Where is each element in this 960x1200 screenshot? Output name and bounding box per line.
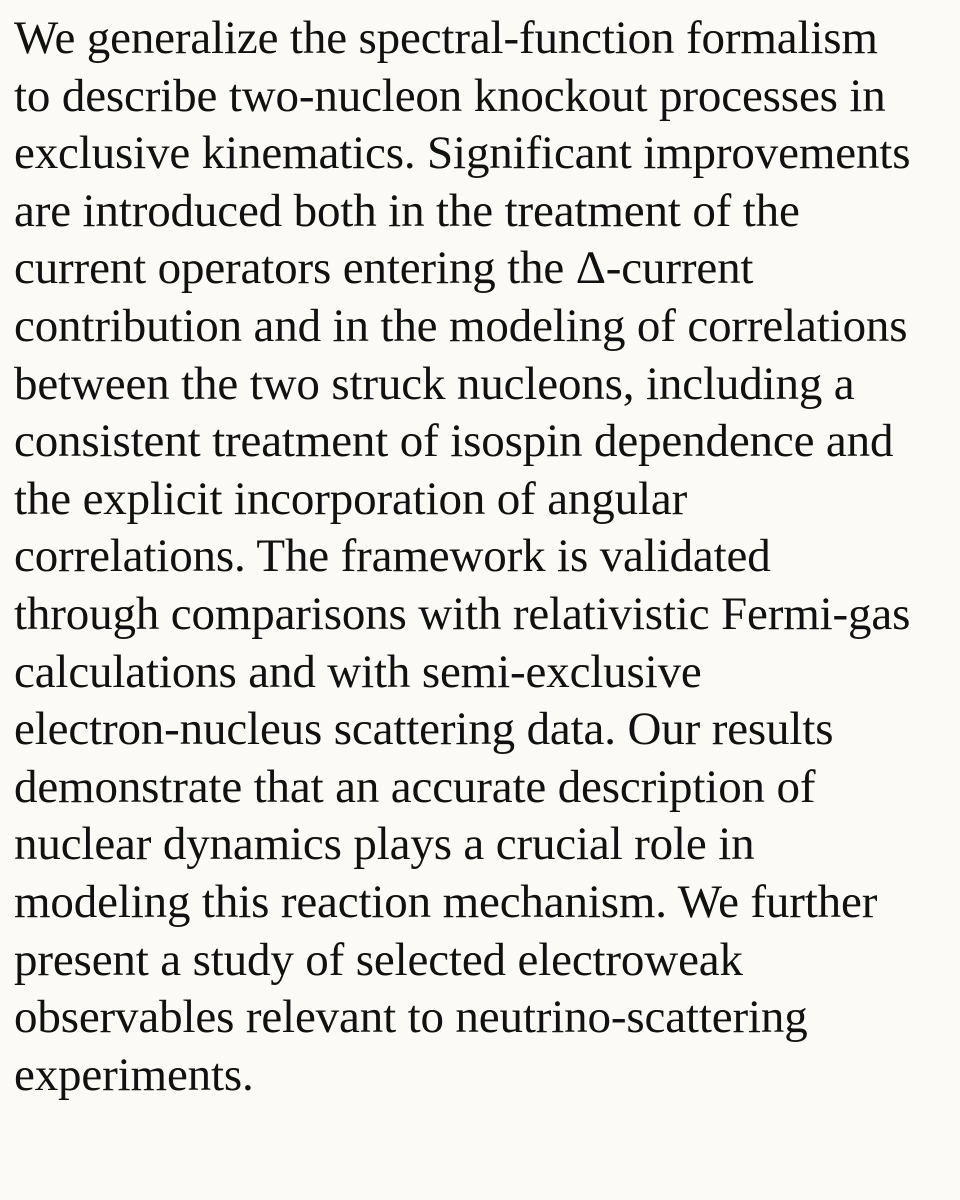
abstract-line: are introduced both in the treatment of the (14, 184, 800, 237)
abstract-line: consistent treatment of isospin dependence and (14, 415, 894, 468)
abstract-line: calculations and with semi-exclusive (14, 645, 702, 698)
abstract-line: current operators entering the Δ-current (14, 242, 754, 295)
abstract-line: the explicit incorporation of angular (14, 472, 688, 525)
abstract-line: contribution and in the modeling of correlations (14, 299, 908, 352)
abstract-line: nuclear dynamics plays a crucial role in (14, 818, 755, 871)
abstract-line: present a study of selected electroweak (14, 933, 743, 986)
abstract-text (14, 10, 954, 1104)
abstract-line: modeling this reaction mechanism. We further (14, 875, 878, 928)
abstract-line: between the two struck nucleons, including a (14, 357, 855, 410)
abstract-line: experiments. (14, 1048, 254, 1101)
abstract-line: to describe two-nucleon knockout processes in (14, 69, 886, 122)
abstract-line: through comparisons with relativistic Fermi-gas (14, 587, 911, 640)
abstract-line: electron-nucleus scattering data. Our results (14, 703, 834, 756)
abstract-line: observables relevant to neutrino-scattering (14, 991, 808, 1044)
abstract-line: correlations. The framework is validated (14, 530, 771, 583)
abstract-line: exclusive kinematics. Significant improvements (14, 127, 911, 180)
abstract-line: We generalize the spectral-function formalism (14, 12, 878, 64)
abstract-line: demonstrate that an accurate description of (14, 760, 816, 813)
